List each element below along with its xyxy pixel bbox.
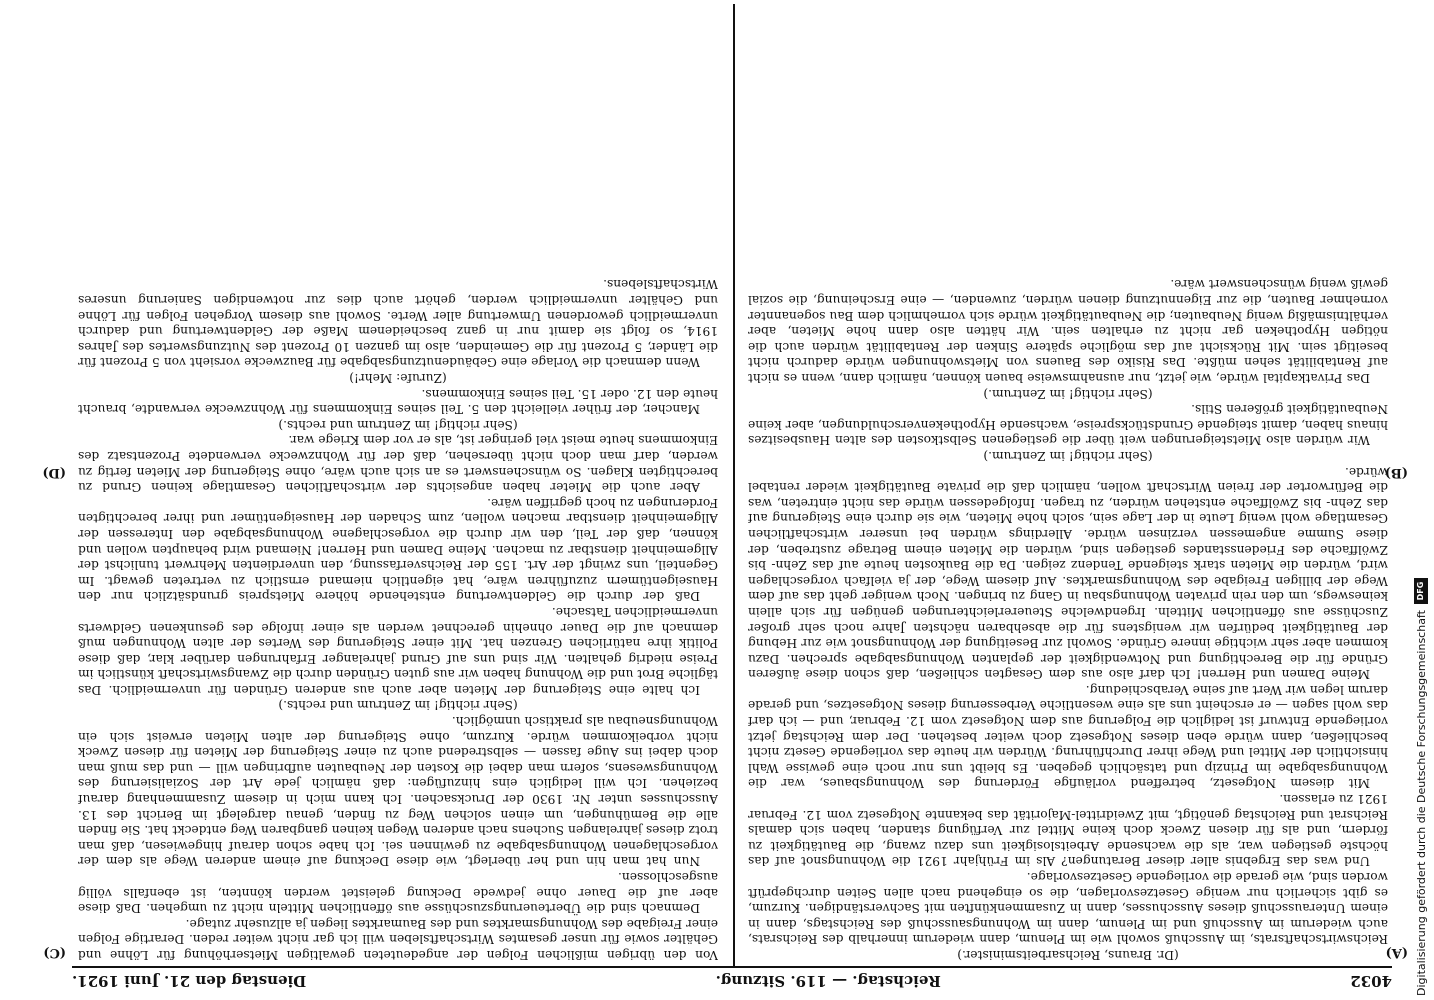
margin-marker-a: (A) <box>1385 945 1408 960</box>
header-rule <box>72 966 1392 968</box>
paragraph: Nun hat man hin und her überlegt, wie diese Deckung auf einem anderen Wege als dem der vorgeschlagenen Wohnungsabgabe zu gewinnen sei. Ich habe schon darauf hingewiesen, daß man trotz dieses jahrelangen Suchens nach anderen Wegen keinen gangbaren Weg entdeckt hat. Sie finden alle die Bemühungen, um einen solchen Weg zu finden, genau dargelegt im Bericht des 13. Ausschusses unter Nr. 1930 der Drucksachen. Ich kann mich in diesem Zusammenhang darauf beziehen. Ich will lediglich eins hinzufügen: daß nämlich jede Art der Sozialisierung des Wohnungswesens, sofern man dabei die Kosten der Neubauten aufbringen will — und das muß man doch dabei ins Auge fassen — selbstredend auch zu einer Steigerung der Mieten für diesen Zweck nicht vorbeikommen würde. Kurzum, ohne Steigerung der alten Mieten erweist sich ein Wohnungsneubau als praktisch unmöglich. <box>78 714 718 869</box>
paragraph: Daß der durch die Geldentwertung entstehende höhere Mietspreis grundsätzlich nur den Hauseigentümern zuzuführen wäre, hat eigentlich niemand ernstlich zu vertreten gewagt. Im Gegenteil, uns zwingt der Art. 155 der Reichsverfassung, den unverdienten Mehrwert tunlichst der Allgemeinheit dienstbar zu machen. Meine Damen und Herren! Niemand wird behaupten wollen und können, daß der Teil, den wir durch die vorgeschlagene Wohnungsabgabe den Interessen der Allgemeinheit dienstbar machen wollen, zum Schaden der Hauseigentümer und ihrer berechtigten Forderungen zu hoch gegriffen wäre. <box>78 495 718 604</box>
paragraph: Mit diesem Notgesetz, betreffend vorläufige Förderung des Wohnungsbaues, war die Wohnungsabgabe im Prinzip und tatsächlich gegeben. Es bleibt uns nur noch eine gewisse Wahl hinsichtlich der Mittel und Wege ihrer Durchführung. Würden wir heute das vorliegende Gesetz nicht beschließen, dann würde eben dieses Notgesetz doch weiter bestehen. Der dem Reichstag jetzt vorliegende Entwurf ist lediglich die Folgerung aus dem Notgesetz vom 12. Februar, und — ich darf das wohl sagen — er erscheint uns als eine wesentliche Verbesserung dieses Notgesetzes, und gerade darum legen wir Wert auf seine Verabschiedung. <box>748 682 1388 791</box>
paragraph: Wenn demnach die Vorlage eine Gebäudenutzungsabgabe für Bauzwecke vorsieht von 5 Prozent für die Länder, 5 Prozent für die Gemeinden, also im ganzen 10 Prozent des Nutzungswertes des Jahres 1914, so folgt sie damit nur in ganz bescheidenem Maße der Geldentwertung und dadurch unvermeidlich gewordenen Umwertung aller Werte. Sowohl aus diesem Vorgehen Folgen für Löhne und Gehälter unvermeidlich werden, gehört auch dies zur notwendigen Sanierung unseres Wirtschaftslebens. <box>78 277 718 370</box>
paragraph: Wir würden also Mietsteigerungen weit über die gestiegenen Selbstkosten des alten Hausbesitzes hinaus haben, damit steigende Grundstückspreise, wachsende Hypothekenverschuldungen, aber keine Neubautätigkeit größeren Stils. <box>748 402 1388 448</box>
interjection: (Sehr richtig! im Zentrum.) <box>983 386 1153 401</box>
column-divider <box>733 4 735 966</box>
paragraph: Aber auch die Mieter haben angesichts der wirtschaftlichen Gesamtlage keinen Grund zu berechtigten Klagen. So wünschenswert es an sich auch wäre, ohne Steigerung der Mieten fertig zu werden, darf man doch nicht übersehen, daß der für Wohnzwecke verwendete Prozentsatz des Einkommens heute meist viel geringer ist, als er vor dem Kriege war. <box>78 433 718 495</box>
margin-marker-d: (D) <box>42 465 66 480</box>
interjection: (Sehr richtig! im Zentrum und rechts.) <box>278 698 518 713</box>
paragraph: Demnach sind die Überteuerungszuschüsse aus öffentlichen Mitteln nicht zu umgehen. Daß diese aber auf die Dauer ohne jedwede Deckung geleistet werden könnten, ist ebenfalls völlig ausgeschlossen. <box>78 870 718 916</box>
header-date: Dienstag den 21. Juni 1921. <box>72 972 307 990</box>
credit-text: Digitalisierung gefördert durch die Deutsche Forschungsgemeinschaft <box>1414 610 1428 996</box>
interjection: (Sehr richtig! im Zentrum.) <box>983 449 1153 463</box>
paragraph: Mancher, der früher vielleicht den 5. Teil seines Einkommens für Wohnzwecke verwandte, braucht heute den 12. oder 15. Teil seines Einkommens. <box>78 386 718 417</box>
margin-marker-c: (C) <box>43 945 66 960</box>
interjection: (Zurufe: Mehr!) <box>349 371 447 386</box>
running-header <box>72 970 1392 992</box>
paragraph: Ich halte eine Steigerung der Mieten aber auch aus anderen Gründen für unvermeidlich. Das tägliche Brot und die Wohnung haben wir aus guten Gründen durch die Zwangswirtschaft künstlich im Preise niedrig gehalten. Wir sind uns auf Grund jahrelanger Erfahrungen darüber klar, daß diese Politik ihre natürlichen Grenzen hat. Mit einer Steigerung des Wertes der alten Wohnungen muß demnach auf die Dauer ohnehin gerechnet werden als einer infolge des gesunkenen Geldwerts unvermeidlichen Tatsache. <box>78 604 718 697</box>
page-number: 4032 <box>1350 972 1392 990</box>
right-column <box>78 12 718 962</box>
paragraph: Und was das Ergebnis aller dieser Beratungen? Als im Frühjahr 1921 die Wohnungsnot auf das höchste gestiegen war, als die wachsende Arbeitslosigkeit uns dazu zwang, die Bautätigkeit zu fördern, und als für diesen Zweck doch keine Mittel zur Verfügung standen, haben sich damals Reichsrat und Reichstag genötigt, mit Zweidrittel-Majorität das bekannte Notgesetz vom 12. Februar 1921 zu erlassen. <box>748 792 1388 869</box>
left-column <box>748 12 1388 962</box>
paragraph: Das Privatkapital würde, wie jetzt, nur ausnahmsweise bauen können, nämlich dann, wenn es nicht auf Rentabilität sehen müßte. Das Risiko des Bauens von Mietswohnungen würde dadurch nicht beseitigt sein. Mit Rücksicht auf das mögliche spätere Sinken der Rentabilität würden auch die nötigen Hypotheken gar nicht zu erhalten sein. Wir hätten also dann hohe Mieten, aber verhältnismäßig wenig Neubauten; die Neubautätigkeit würde sich vornehmlich dem Bau sogenannter vornehmer Bauten, die zur Eigennutzung dienen würden, zuwenden, — eine Erscheinung, die sozial gewiß wenig wünschenswert wäre. <box>748 277 1388 386</box>
paragraph: Reichswirtschaftsrats, im Ausschuß sowohl wie im Plenum, dann wiederum innerhalb des Reichsrats, auch wiederum im Ausschuß und im Plenum, dann im Wohnungsausschuß des Reichstags, dann in einem Unterausschuß dieses Ausschusses, dann in Zusammenkünften mit Sachverständigen. Kurzum, es gibt sicherlich nur wenige Gesetzesvorlagen, die so eingehend nach allen Seiten durchgeprüft worden sind, wie gerade die vorliegende Gesetzesvorlage. <box>748 870 1388 947</box>
interjection: (Sehr richtig! im Zentrum und rechts.) <box>278 417 518 432</box>
margin-marker-b: (B) <box>1384 465 1408 480</box>
paragraph: Von den übrigen mißlichen Folgen der angedeuteten gewaltigen Mietserhöhung für Löhne und Gehälter sowie für unser gesamtes Wirtschaftsleben will ich gar nicht weiter reden. Derartige Folgen einer Freigabe des Wohnungsmarktes und des Baumarktes liegen ja allzusehr zutage. <box>78 916 718 962</box>
paragraph: Meine Damen und Herren! Ich darf also aus dem Gesagten schließen, daß schon diese äußeren Gründe für die Berechtigung und Notwendigkeit der geplanten Wohnungsabgabe sprechen. Dazu kommen aber sehr wichtige innere Gründe. Sowohl zur Beseitigung der Wohnungsnot wie zur Hebung der Bautätigkeit bedürfen wir wenigstens für die absehbaren nächsten Jahre noch sehr großer Zuschüsse aus öffentlichen Mitteln. Irgendwelche Steuererleichterungen genügen für sich allein keineswegs, um den rein privaten Wohnungsbau in Gang zu bringen. Noch weniger geht das auf dem Wege der billigen Freigabe des Wohnungsmarktes. Auf diesem Wege, der ja vielfach vorgeschlagen wird, würden die Mieten stark steigende Tendenz zeigen. Da die Baukosten heute auf das Zehn- bis Zwölffache des Friedensstandes gestiegen sind, würden die Mieten einem Betrage zustreben, der diese Summe angemessen verzinsen würde. Allerdings würden bei unserer wirtschaftlichen Gesamtlage wohl wenig Leute in der Lage sein, solch hohe Mieten, wie sie durch eine Steigerung auf das Zehn- bis Zwölffache entstehen würden, zu tragen. Infolgedessen würde das nicht eintreten, was die Befürworter der freien Wirtschaft wollen, nämlich daß die private Bautätigkeit wieder rentabel würde. <box>748 464 1388 682</box>
header-title: Reichstag. — 119. Sitzung. <box>715 972 941 990</box>
dfg-logo: DFG <box>1414 578 1428 604</box>
speaker-label: (Dr. Brauns, Reichsarbeitsminister.) <box>957 948 1179 962</box>
digitization-credit <box>1410 0 1432 1000</box>
